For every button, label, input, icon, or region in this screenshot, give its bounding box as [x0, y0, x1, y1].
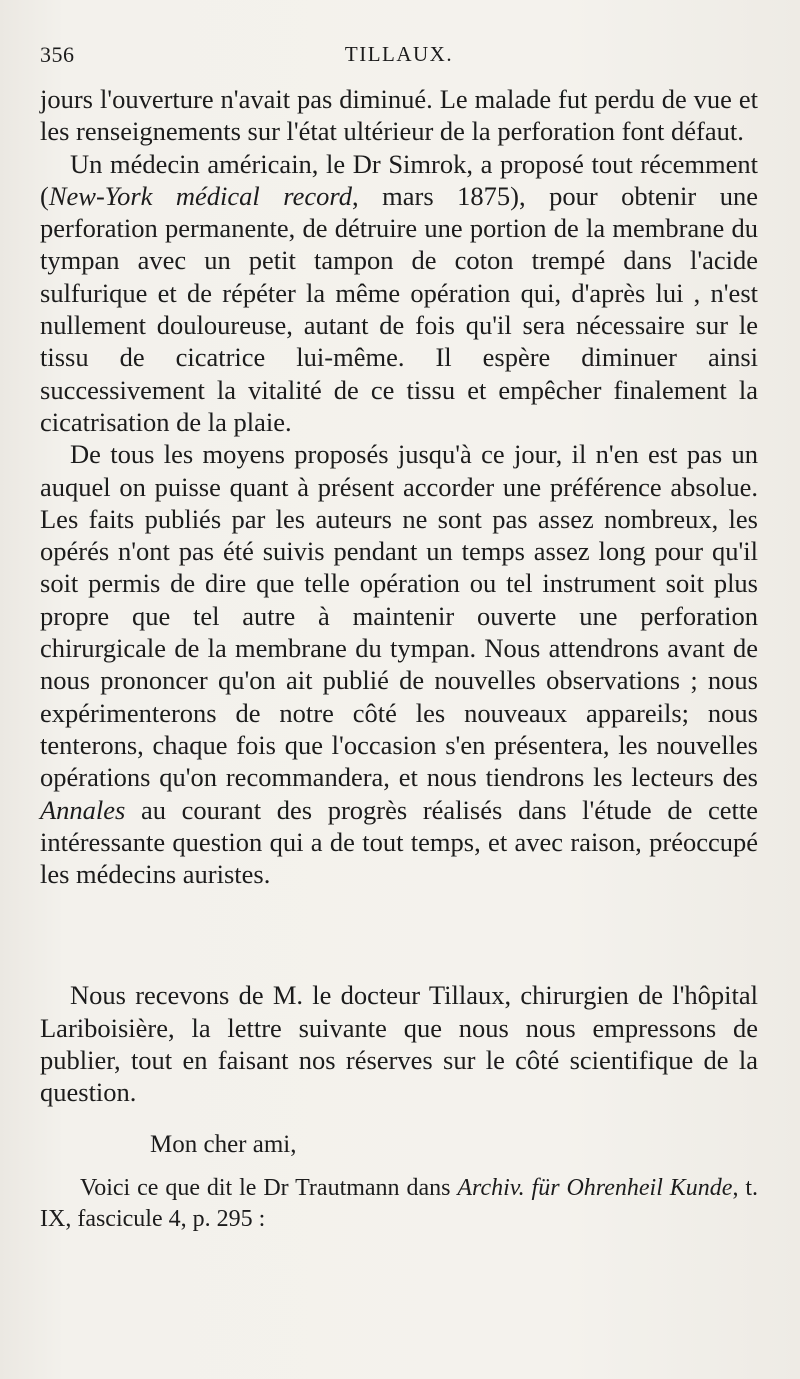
letter-text: , t. IX, fascicule 4, p. 295 :: [40, 1174, 759, 1232]
paragraph-text: De tous les moyens proposés jusqu'à ce jour, il n'en est pas un auquel on puisse quant à présent accorder une préférence absolue. Les faits publiés par les auteurs ne sont pas assez nombreux, les opérés n'ont pas été suivis pendant un temps assez long pour qu'il soit permis de dire que telle opération ou tel instrument soit plus propre que tel autre à maintenir ouverte une perforation chirurgicale de la membrane du tympan. Nous attendrons avant de nous prononcer qu'on ait publié de nouvelles observations ; nous expérimenterons de notre côté les nouveaux appareils; nous tenterons, chaque fois que l'occasion s'en présentera, les nouvelles opérations qu'on recommandera, et nous tiendrons les lecteurs des: [40, 439, 758, 793]
paragraph-simrok: [40, 148, 758, 439]
paragraph-text: au courant des progrès réalisés dans l'étude de cette intéressante question qui a de tout temps, et avec raison, préoccupé les médecins auristes.: [40, 794, 758, 890]
section-gap: [40, 890, 758, 979]
letter-text: Voici ce que dit le Dr Trautmann dans: [80, 1174, 458, 1201]
paragraph-text: Un médecin américain, le Dr Simrok, a proposé tout récemment (: [40, 148, 758, 211]
page-number: 356: [40, 42, 75, 67]
salutation: Mon cher ami,: [150, 1130, 297, 1158]
paragraph-letter-intro: Nous recevons de M. le docteur Tillaux, chirurgien de l'hôpital Lariboisière, la lettre suivante que nous nous empressons de publier, tout en faisant nos réserves sur le côté scientifique de la question.: [40, 980, 758, 1108]
paragraph-text: , mars 1875), pour obtenir une perforation permanente, de détruire une portion de la membrane du tympan avec un petit tampon de coton trempé dans l'acide sulfurique et de répéter la même opération qui, d'après lui , n'est nullement douloureuse, autant de fois qu'il sera nécessaire sur le tissu de cicatrice lui-même. Il espère diminuer ainsi successivement la vitalité de ce tissu et empêcher finalement la cicatrisation de la plaie.: [40, 180, 758, 437]
journal-title: Archiv. für Ohrenheil Kunde: [457, 1174, 733, 1201]
journal-title: Annales: [40, 794, 126, 825]
page-header: [40, 38, 758, 78]
journal-title: New-York médical record: [48, 180, 352, 211]
letter-first-line: [40, 1173, 758, 1235]
page-body: [40, 83, 758, 1235]
paragraph-continuation: jours l'ouverture n'avait pas diminué. Le malade fut perdu de vue et les renseignements sur l'état ultérieur de la perforation font défaut.: [40, 84, 758, 147]
running-head: TILLAUX.: [344, 42, 454, 66]
paragraph-conclusion: [40, 438, 758, 890]
